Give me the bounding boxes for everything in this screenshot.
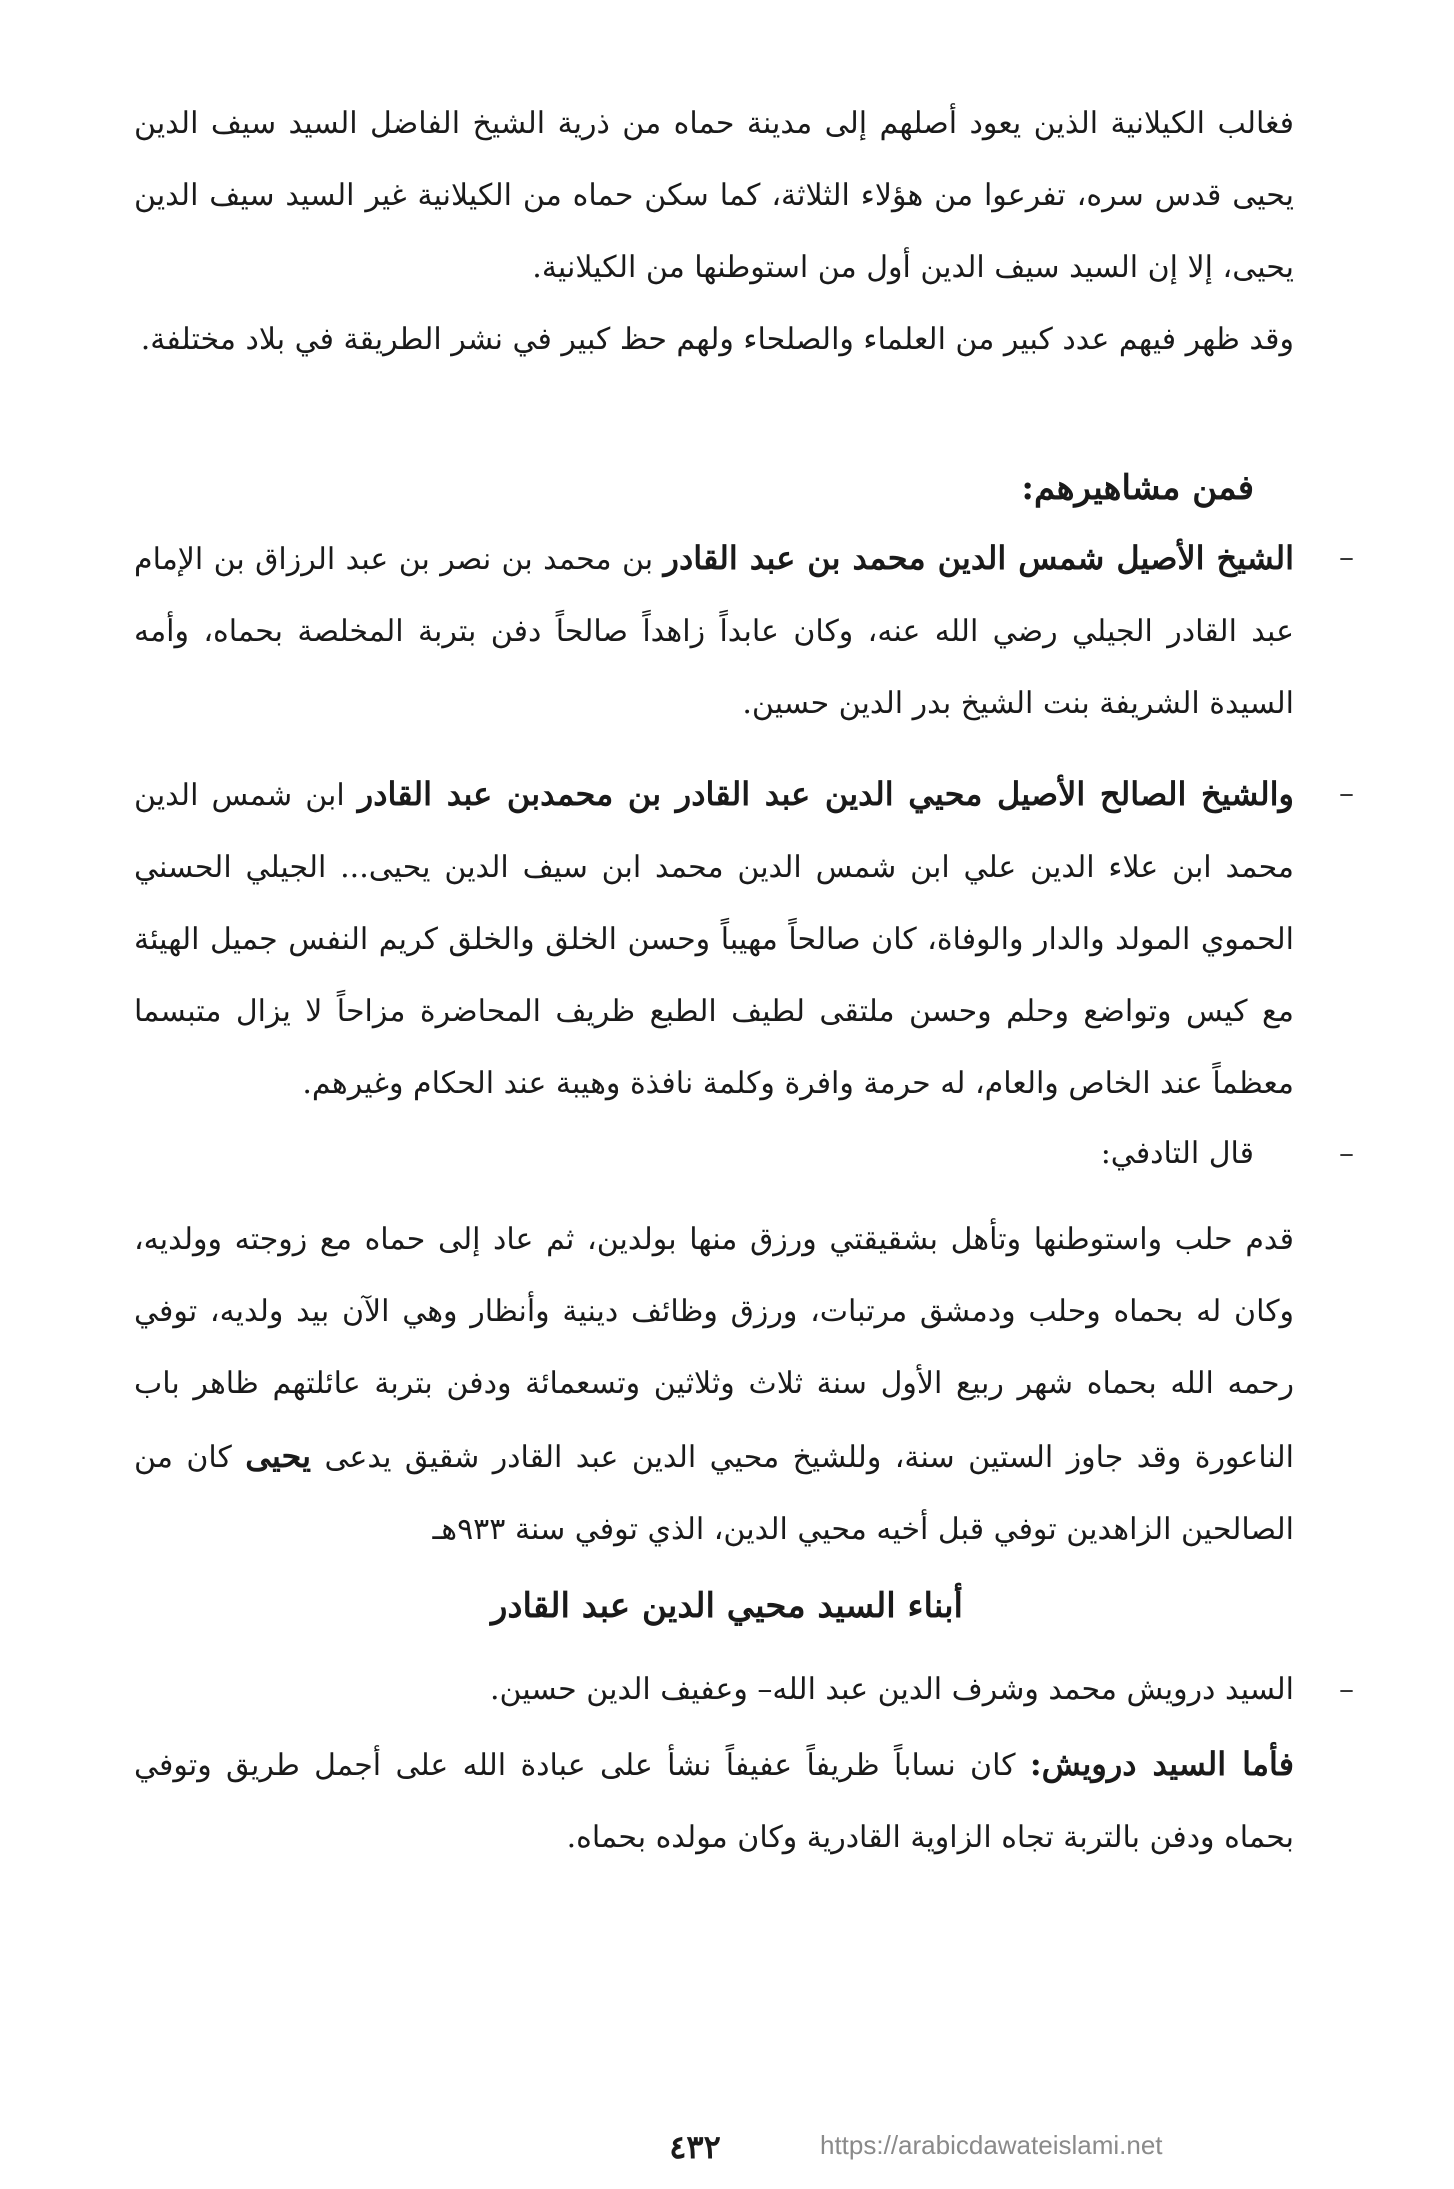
bullet-dash: – bbox=[1339, 1672, 1354, 1707]
darwish-paragraph bbox=[134, 1728, 1294, 1874]
bullet-dash: – bbox=[1339, 540, 1354, 575]
sons-list-item bbox=[134, 1654, 1294, 1726]
bullet-text: بن محمد بن نصر بن عبد الرزاق بن الإمام عبد القادر الجيلي رضي الله عنه، وكان عابداً زاهداً صالحاً دفن بتربة المخلصة بحماه، وأمه السيدة الشريفة بنت الشيخ بدر الدين حسين. bbox=[134, 542, 1294, 721]
darwish-text: كان نساباً ظريفاً عفيفاً نشأ على عبادة الله على أجمل طريق وتوفي بحماه ودفن بالتربة تجاه الزاوية القادرية وكان مولده بحماه. bbox=[134, 1748, 1294, 1855]
bullet-item-muhyi-aldin bbox=[134, 758, 1294, 1120]
bullet-text: ابن شمس الدين محمد ابن علاء الدين علي ابن شمس الدين محمد ابن سيف الدين يحيى... الجيلي الحسني الحموي المولد والدار والوفاة، كان صالحاً مهيباً وحسن الخلق والخلق كريم النفس جميل الهيئة مع كيس وتواضع وحلم وحسن ملتقى لطيف الطبع ظريف المحاضرة مزاحاً لا يزال متبسما معظماً عند الخاص والعام، له حرمة وافرة وكلمة نافذة وهيبة عند الحكام وغيرهم. bbox=[134, 778, 1294, 1101]
famous-heading: فمن مشاهيرهم: bbox=[1021, 468, 1254, 508]
quote-paragraph bbox=[134, 1204, 1294, 1566]
bullet-text: قال التادفي: bbox=[1100, 1136, 1254, 1171]
intro-paragraph-2: وقد ظهر فيهم عدد كبير من العلماء والصلحاء ولهم حظ كبير في نشر الطريقة في بلاد مختلفة. bbox=[140, 322, 1294, 357]
sons-heading: أبناء السيد محيي الدين عبد القادر bbox=[490, 1586, 963, 1626]
quote-text: قدم حلب واستوطنها وتأهل بشقيقتي ورزق منها بولدين، ثم عاد إلى حماه مع زوجته وولديه، وكان له بحماه وحلب ودمشق مرتبات، ورزق وظائف دينية وأنظار وهي الآن بيد ولديه، توفي رحمه الله بحماه شهر ربيع الأول سنة ثلاث وثلاثين وتسعمائة ودفن بتربة عائلتهم ظاهر باب الناعورة وقد جاوز الستين سنة، وللشيخ محيي الدين عبد القادر شقيق يدعى bbox=[134, 1222, 1294, 1475]
bullet-dash: – bbox=[1339, 1136, 1354, 1171]
bullet-bold-name: والشيخ الصالح الأصيل محيي الدين عبد القادر بن محمدبن عبد القادر bbox=[357, 775, 1294, 813]
quote-tail: كان من الصالحين الزاهدين توفي قبل أخيه محيي الدين، الذي توفي سنة ٩٣٣هـ bbox=[134, 1440, 1294, 1547]
darwish-bold-label: فأما السيد درويش: bbox=[1029, 1745, 1295, 1783]
intro-paragraph-1: فغالب الكيلانية الذين يعود أصلهم إلى مدينة حماه من ذرية الشيخ الفاضل السيد سيف الدين يحيى قدس سره، تفرعوا من هؤلاء الثلاثة، كما سكن حماه من الكيلانية غير السيد سيف الدين يحيى، إلا إن السيد سيف الدين أول من استوطنها من الكيلانية. bbox=[134, 106, 1294, 285]
bullet-bold-name: الشيخ الأصيل شمس الدين محمد بن عبد القادر bbox=[663, 539, 1294, 577]
footer-url-watermark: https://arabicdawateislami.net bbox=[820, 2130, 1163, 2160]
page-number: ٤٣٢ bbox=[669, 2128, 721, 2166]
sons-text: السيد درويش محمد وشرف الدين عبد الله– وعفيف الدين حسين. bbox=[489, 1672, 1294, 1707]
bullet-item-tadifi bbox=[94, 1118, 1254, 1190]
bullet-dash: – bbox=[1339, 776, 1354, 811]
quote-bold-name: يحيى bbox=[245, 1437, 312, 1475]
bullet-item-shams-aldin bbox=[134, 522, 1294, 740]
